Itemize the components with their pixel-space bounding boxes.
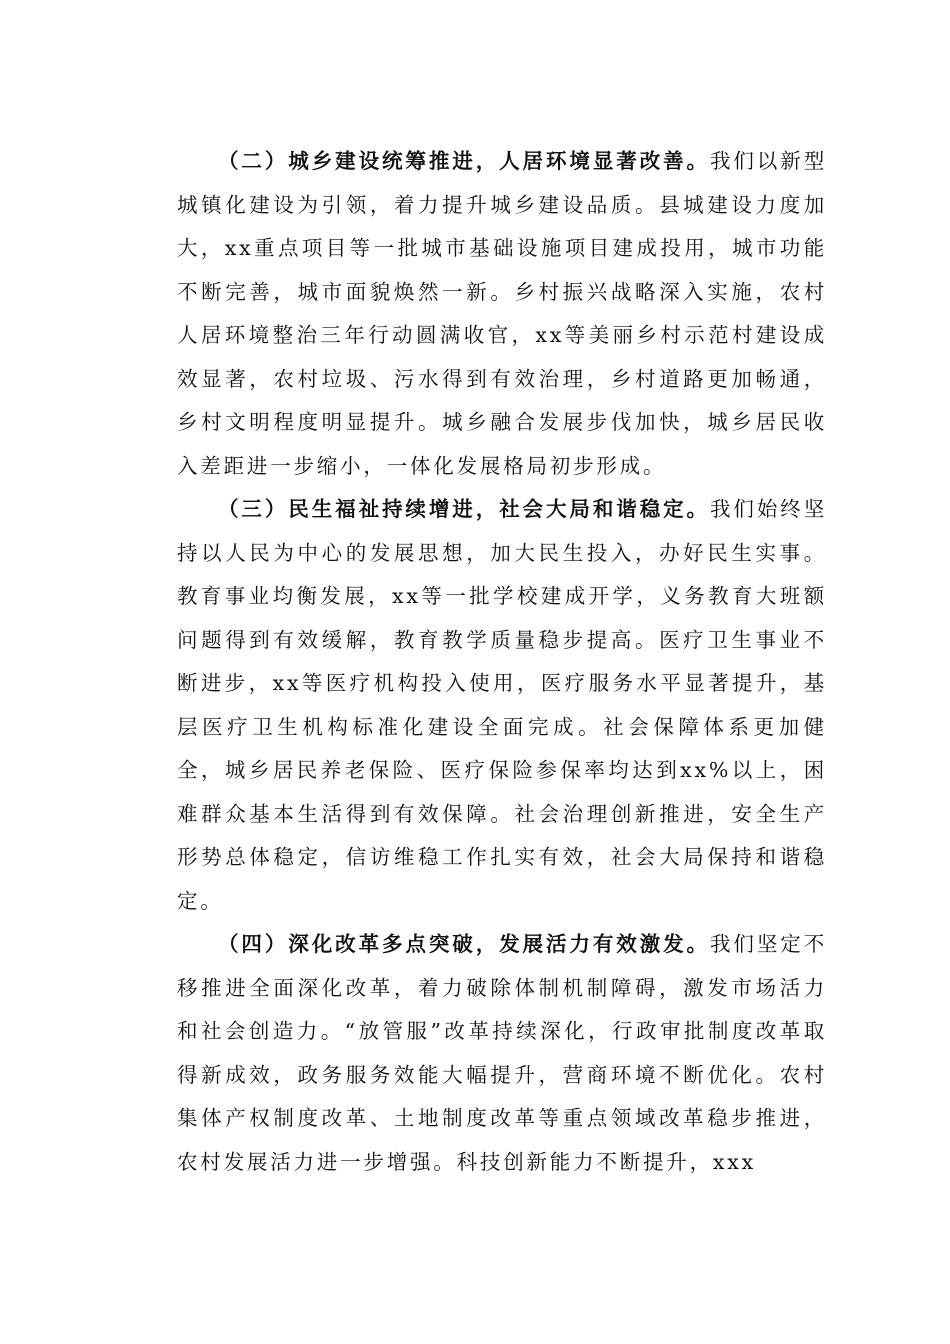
- paragraph-heading: （二）城乡建设统筹推进，人居环境显著改善。: [218, 149, 710, 173]
- paragraph-text: 我们始终坚持以人民为中心的发展思想，加大民生投入，办好民生实事。教育事业均衡发展，xx等一批学校建成开学，义务教育大班额问题得到有效缓解，教育教学质量稳步提高。医疗卫生事业不断进步，xx等医疗机构投入使用，医疗服务水平显著提升，基层医疗卫生机构标准化建设全面完成。社会保障体系更加健全，城乡居民养老保险、医疗保险参保率均达到xx%以上，困难群众基本生活得到有效保障。社会治理创新推进，安全生产形势总体稳定，信访维稳工作扎实有效，社会大局保持和谐稳定。: [177, 497, 827, 913]
- paragraph-deepening-reform: [177, 923, 827, 1184]
- paragraph-heading: （四）深化改革多点突破，发展活力有效激发。: [218, 932, 710, 956]
- paragraph-heading: （三）民生福祉持续增进，社会大局和谐稳定。: [218, 497, 710, 521]
- paragraph-text: 我们坚定不移推进全面深化改革，着力破除体制机制障碍，激发市场活力和社会创造力。“放管服”改革持续深化，行政审批制度改革取得新成效，政务服务效能大幅提升，营商环境不断优化。农村集体产权制度改革、土地制度改革等重点领域改革稳步推进，农村发展活力进一步增强。科技创新能力不断提升，xxx: [177, 932, 827, 1174]
- paragraph-urban-rural-construction: [177, 140, 827, 488]
- paragraph-livelihood-wellbeing: [177, 488, 827, 923]
- paragraph-text: 我们以新型城镇化建设为引领，着力提升城乡建设品质。县城建设力度加大，xx重点项目等一批城市基础设施项目建成投用，城市功能不断完善，城市面貌焕然一新。乡村振兴战略深入实施，农村人居环境整治三年行动圆满收官，xx等美丽乡村示范村建设成效显著，农村垃圾、污水得到有效治理，乡村道路更加畅通，乡村文明程度明显提升。城乡融合发展步伐加快，城乡居民收入差距进一步缩小，一体化发展格局初步形成。: [177, 149, 827, 478]
- document-body: [177, 140, 827, 1184]
